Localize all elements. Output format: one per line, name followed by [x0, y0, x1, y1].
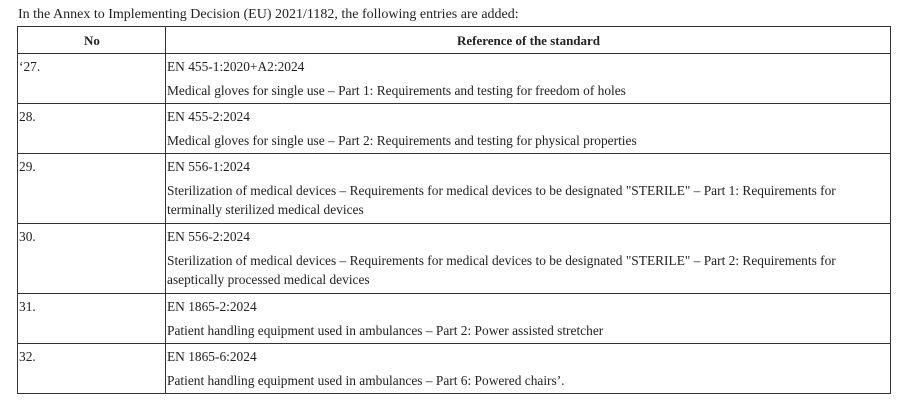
table-row: [18, 104, 891, 154]
entry-number: 32.: [18, 344, 166, 394]
entry-reference: [166, 294, 891, 344]
table-row: [18, 154, 891, 224]
table-row: [18, 224, 891, 294]
standard-code: EN 1865-2:2024: [167, 299, 257, 314]
entry-reference: [166, 344, 891, 394]
standard-code: EN 1865-6:2024: [167, 349, 257, 364]
standard-code: EN 556-1:2024: [167, 159, 250, 174]
entry-reference: [166, 224, 891, 294]
entry-number: 30.: [18, 224, 166, 294]
standard-code: EN 455-2:2024: [167, 109, 250, 124]
entry-number: 31.: [18, 294, 166, 344]
table-header-row: [18, 27, 891, 54]
standards-table: [17, 26, 891, 394]
standard-title: Sterilization of medical devices – Requirements for medical devices to be designated "STERILE" – Part 2: Requirements for aseptically processed medical devices: [167, 253, 836, 287]
standard-title: Sterilization of medical devices – Requirements for medical devices to be designated "STERILE" – Part 1: Requirements for terminally sterilized medical devices: [167, 183, 836, 217]
header-reference: Reference of the standard: [166, 27, 891, 54]
entry-reference: [166, 104, 891, 154]
entry-number: 29.: [18, 154, 166, 224]
table-row: [18, 294, 891, 344]
table-row: [18, 54, 891, 104]
standard-title: Patient handling equipment used in ambulances – Part 2: Power assisted stretcher: [167, 323, 604, 338]
intro-text: In the Annex to Implementing Decision (EU) 2021/1182, the following entries are added:: [18, 7, 519, 22]
entry-number: ‘27.: [18, 54, 166, 104]
table-row: [18, 344, 891, 394]
standard-title: Medical gloves for single use – Part 1: Requirements and testing for freedom of holes: [167, 83, 626, 98]
entry-number: 28.: [18, 104, 166, 154]
header-no: No: [18, 27, 166, 54]
standard-title: Medical gloves for single use – Part 2: Requirements and testing for physical properties: [167, 133, 637, 148]
entry-reference: [166, 154, 891, 224]
standard-code: EN 556-2:2024: [167, 229, 250, 244]
entry-reference: [166, 54, 891, 104]
standard-code: EN 455-1:2020+A2:2024: [167, 59, 305, 74]
standard-title: Patient handling equipment used in ambulances – Part 6: Powered chairs’.: [167, 373, 565, 388]
